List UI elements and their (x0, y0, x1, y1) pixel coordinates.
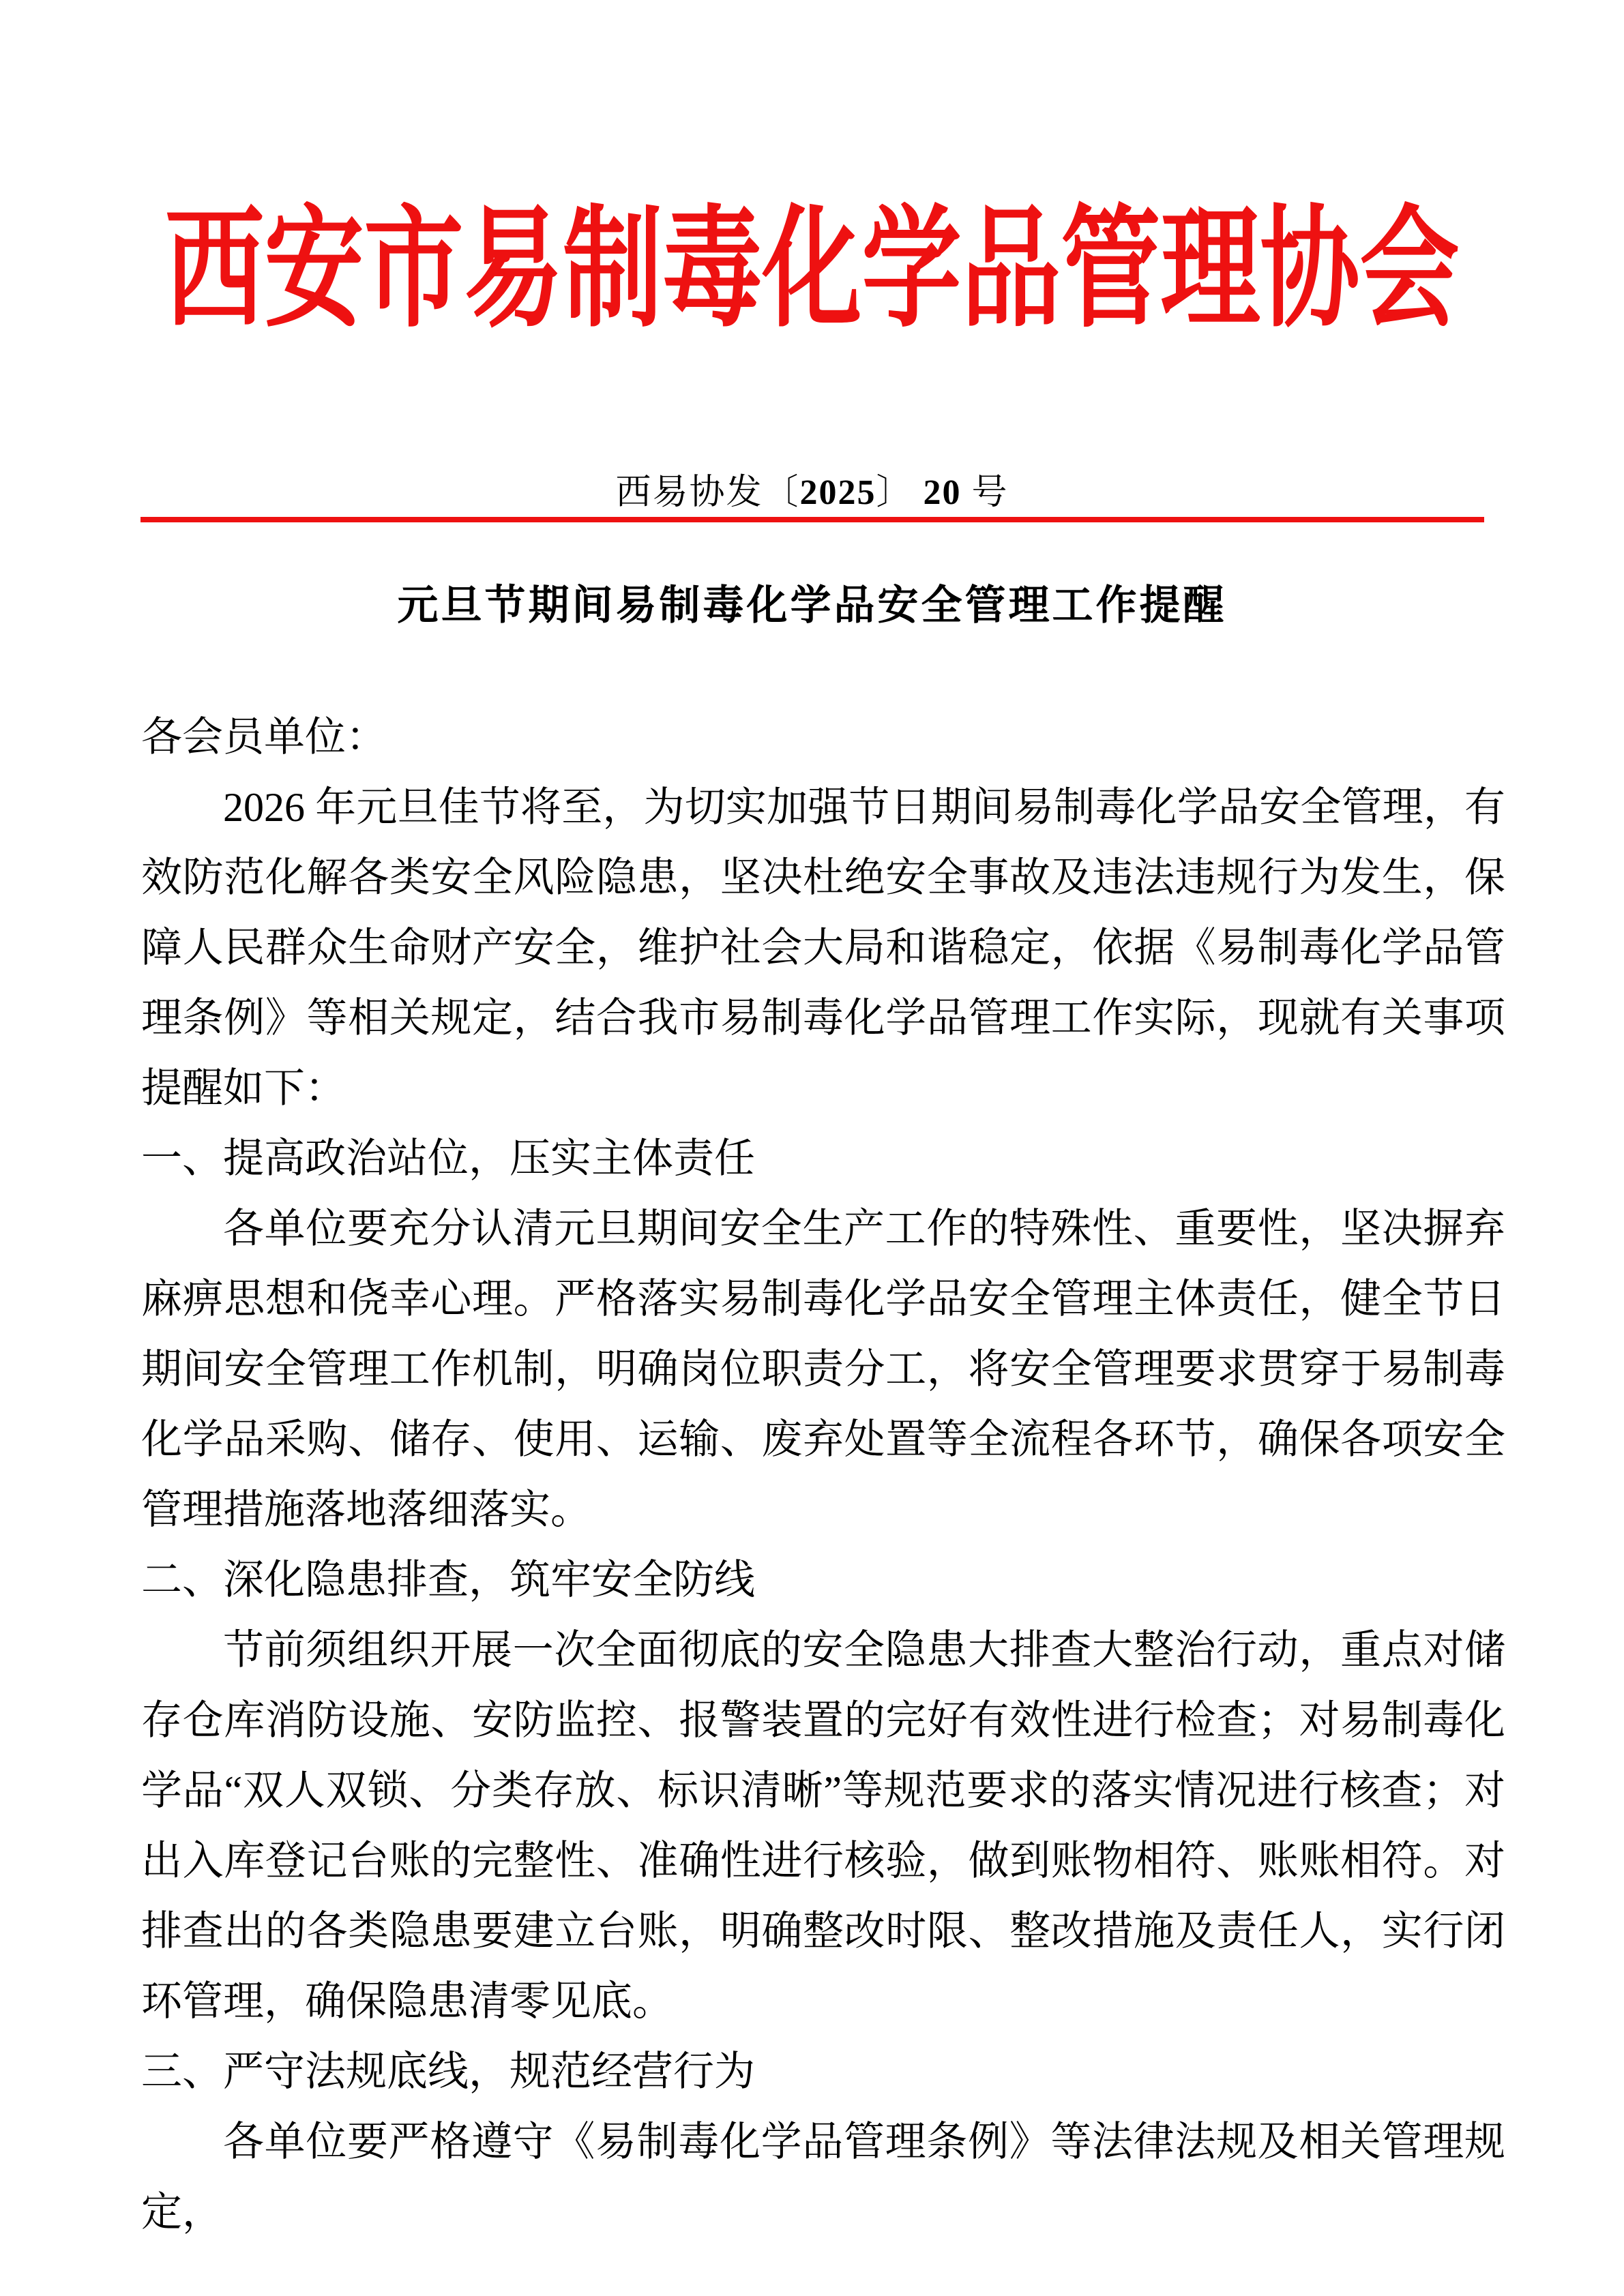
doc-number-suffix: 号 (961, 473, 1009, 512)
letterhead (0, 197, 1624, 343)
document-body (141, 702, 1505, 2248)
red-divider-line (141, 517, 1484, 522)
section-paragraph-3: 各单位要严格遵守《易制毒化学品管理条例》等法律法规及相关管理规定， (141, 2119, 1505, 2235)
doc-number-line (0, 473, 1624, 513)
association-name-title: 西安市易制毒化学品管理协会 (164, 197, 1460, 343)
section-heading-1: 一、提高政治站位，压实主体责任 (141, 1136, 755, 1181)
document-title: 元旦节期间易制毒化学品安全管理工作提醒 (397, 583, 1227, 628)
section-heading-3: 三、严守法规底线，规范经营行为 (141, 2049, 755, 2094)
section-heading-2: 二、深化隐患排查，筑牢安全防线 (141, 1557, 755, 1602)
salutation: 各会员单位： (141, 715, 387, 760)
doc-number-year: 2025 (799, 473, 876, 512)
section-paragraph-1: 各单位要充分认清元旦期间安全生产工作的特殊性、重要性，坚决摒弃麻痹思想和侥幸心理。严格落实易制毒化学品安全管理主体责任，健全节日期间安全管理工作机制，明确岗位职责分工，将安全管理要求贯穿于易制毒化学品采购、储存、使用、运输、废弃处置等全流程各环节，确保各项安全管理措施落地落细落实。 (141, 1206, 1505, 1532)
intro-paragraph: 2026 年元旦佳节将至，为切实加强节日期间易制毒化学品安全管理，有效防范化解各类安全风险隐患，坚决杜绝安全事故及违法违规行为发生，保障人民群众生命财产安全，维护社会大局和谐稳定，依据《易制毒化学品管理条例》等相关规定，结合我市易制毒化学品管理工作实际，现就有关事项提醒如下： (141, 785, 1505, 1111)
doc-number-close-bracket: 〕 (876, 473, 924, 512)
doc-number-serial: 20 (923, 473, 962, 512)
doc-number-prefix: 西易协发〔 (615, 473, 800, 512)
section-paragraph-2: 节前须组织开展一次全面彻底的安全隐患大排查大整治行动，重点对储存仓库消防设施、安防监控、报警装置的完好有效性进行检查；对易制毒化学品“双人双锁、分类存放、标识清晰”等规范要求的落实情况进行核查；对出入库登记台账的完整性、准确性进行核验，做到账物相符、账账相符。对排查出的各类隐患要建立台账，明确整改时限、整改措施及责任人，实行闭环管理，确保隐患清零见底。 (141, 1628, 1505, 2024)
